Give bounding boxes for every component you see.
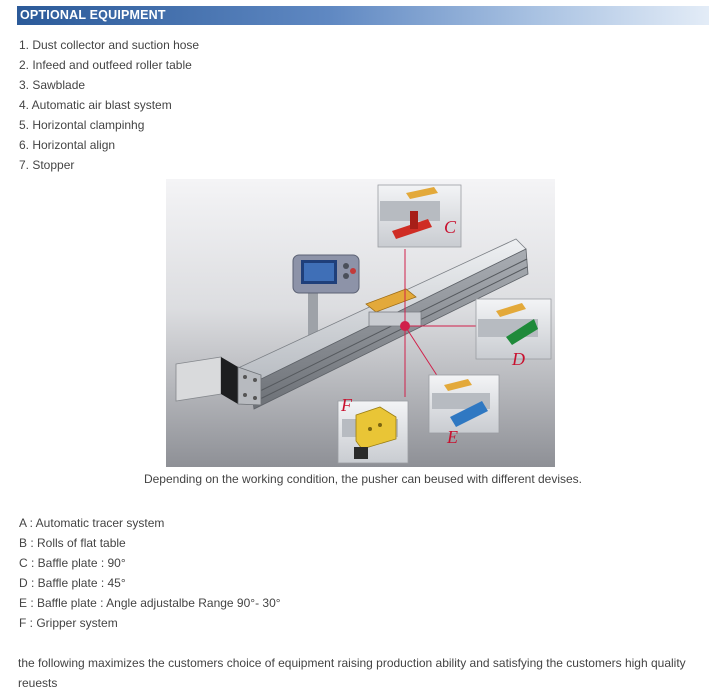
equipment-item: 5. Horizontal clampinhg <box>19 118 145 132</box>
label-f: F <box>341 395 352 415</box>
label-c: C <box>444 217 457 237</box>
legend-item: F : Gripper system <box>19 616 118 630</box>
legend-item: A : Automatic tracer system <box>19 516 165 530</box>
equipment-item: 3. Sawblade <box>19 78 86 92</box>
footer-text: the following maximizes the customers choice of equipment raising production ability and satisfying the customers high quality reuests <box>18 656 686 690</box>
equipment-item: 1. Dust collector and suction hose <box>19 38 200 52</box>
legend-item: D : Baffle plate : 45° <box>19 576 126 590</box>
equipment-item: 4. Automatic air blast system <box>19 98 172 112</box>
inset-e <box>429 375 499 433</box>
section-title: OPTIONAL EQUIPMENT <box>20 8 166 22</box>
legend-item: B : Rolls of flat table <box>19 536 126 550</box>
legend-list <box>19 513 281 633</box>
pusher-photo <box>166 179 555 467</box>
label-d: D <box>512 349 525 369</box>
equipment-item: 7. Stopper <box>19 158 75 172</box>
figure-caption: Depending on the working condition, the pusher can beused with different devises. <box>143 472 583 486</box>
equipment-list <box>19 35 199 175</box>
equipment-item: 2. Infeed and outfeed roller table <box>19 58 192 72</box>
legend-item: C : Baffle plate : 90° <box>19 556 126 570</box>
legend-item: E : Baffle plate : Angle adjustalbe Range 90°- 30° <box>19 596 281 610</box>
pusher-illustration <box>166 179 555 467</box>
equipment-item: 6. Horizontal align <box>19 138 116 152</box>
label-e: E <box>447 427 458 447</box>
section-header <box>17 6 709 25</box>
inset-c <box>378 185 461 247</box>
